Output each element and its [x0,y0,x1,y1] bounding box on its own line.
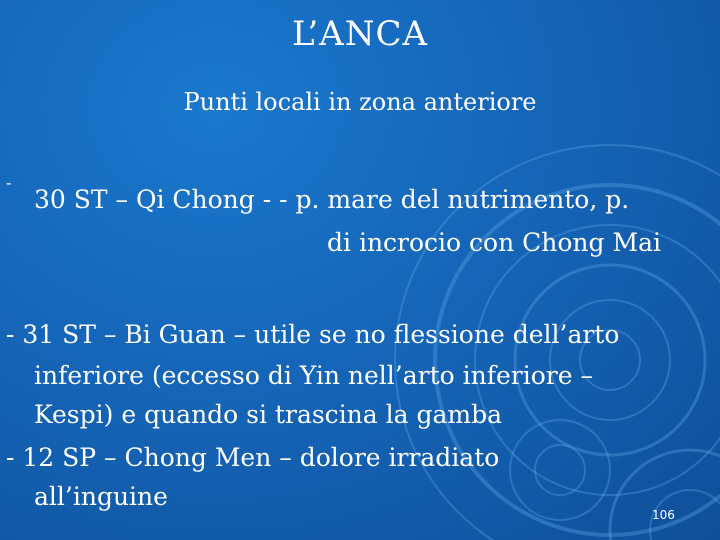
item-31st-line1: - 31 ST – Bi Guan – utile se no flessione dell’arto [6,320,620,349]
item-30st-line1: 30 ST – Qi Chong - - p. mare del nutrimento, p. [34,185,630,214]
slide-subtitle: Punti locali in zona anteriore [183,88,537,116]
item-31st-line2: inferiore (eccesso di Yin nell’arto inferiore – [34,361,593,390]
item-30st-line2: di incrocio con Chong Mai [327,228,661,257]
item-31st-line3: Kespi) e quando si trascina la gamba [34,400,503,429]
page-number: 106 [652,508,675,522]
slide-title: L’ANCA [291,14,429,54]
item-12sp-line1: - 12 SP – Chong Men – dolore irradiato [6,443,500,472]
bullet-dash: - [6,173,12,192]
item-12sp-line2: all’inguine [34,482,168,511]
